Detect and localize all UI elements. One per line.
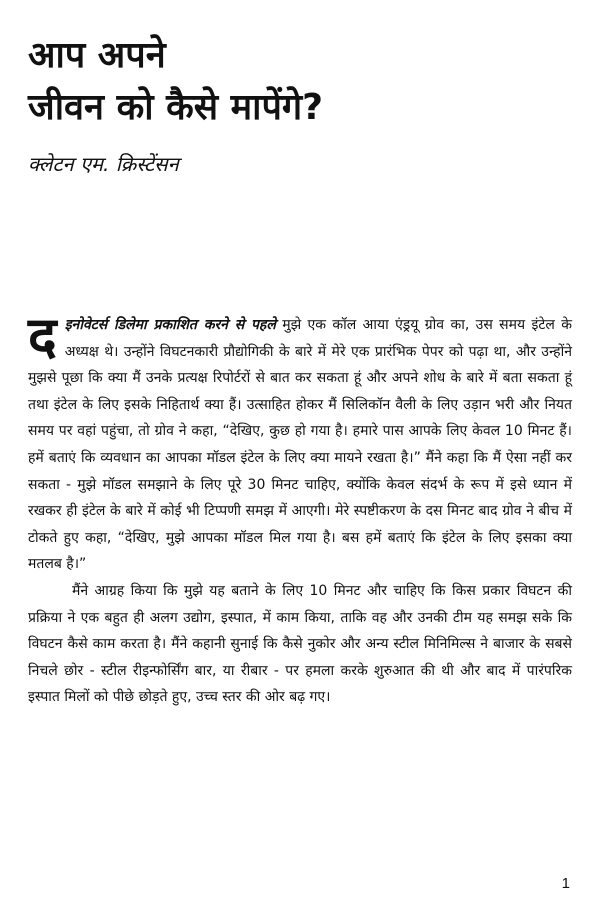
- paragraph-1-text: मुझे एक कॉल आया एंड्रयू ग्रोव का, उस समय इंटेल के अध्यक्ष थे। उन्होंने विघटनकारी प्रौद्योगिकी के बारे में मेरे एक प्रारंभिक पेपर को पढ़ा था, और उन्होंने मुझसे पूछा कि क्या मैं उनके प्रत्यक्ष रिपोर्टरों से बात कर सकता हूं और अपने शोध के बारे में बता सकता हूं तथा इंटेल के लिए इसके निहितार्थ क्या हैं। उत्साहित होकर मैं सिलिकॉन वैली के लिए उड़ान भरी और नियत समय पर वहां पहुंचा, तो ग्रोव ने कहा, “देखिए, कुछ हो गया है। हमारे पास आपके लिए केवल 10 मिनट हैं। हमें बताएं कि व्यवधान का आपका मॉडल इंटेल के लिए क्या मायने रखता है।” मैंने कहा कि मैं ऐसा नहीं कर सकता - मुझे मॉडल समझाने के लिए पूरे 30 मिनट चाहिए, क्योंकि केवल संदर्भ के रूप में इसे ध्यान में रखकर ही इंटेल के बारे में कोई भी टिप्पणी समझ में आएगी। मेरे स्पष्टीकरण के दस मिनट बाद ग्रोव ने बीच में टोकते हुए कहा, “देखिए, मुझे आपका मॉडल मिल गया है। बस हमें बताएं कि इंटेल के लिए इसका क्या मतलब है।”: [28, 317, 572, 573]
- paragraph-2: मैंने आग्रह किया कि मुझे यह बताने के लिए 10 मिनट और चाहिए कि किस प्रकार विघटन की प्रक्रिया ने एक बहुत ही अलग उद्योग, इस्पात, में काम किया, ताकि वह और उनकी टीम यह समझ सके कि विघटन कैसे काम करता है। मैंने कहानी सुनाई कि कैसे नुकोर और अन्य स्टील मिनिमिल्स ने बाजार के सबसे निचले छोर - स्टील रीइन्फोर्सिंग बार, या रीबार - पर हमला करके शुरुआत की थी और बाद में पारंपरिक इस्पात मिलों को पीछे छोड़ते हुए, उच्च स्तर की ओर बढ़ गए।: [28, 582, 572, 706]
- chapter-title-line-2: जीवन को कैसे मापेंगे?: [28, 87, 324, 128]
- chapter-title-line-1: आप अपने: [28, 35, 166, 76]
- chapter-title: [28, 30, 578, 134]
- lead-in-text: इनोवेटर्स डिलेमा प्रकाशित करने से पहले: [64, 317, 276, 333]
- paragraph-1: [28, 305, 572, 578]
- author-name: क्लेटन एम. क्रिस्टेंसन: [28, 152, 179, 176]
- drop-cap: द: [28, 305, 57, 368]
- chapter-body: [28, 305, 572, 711]
- page-number: 1: [561, 875, 570, 892]
